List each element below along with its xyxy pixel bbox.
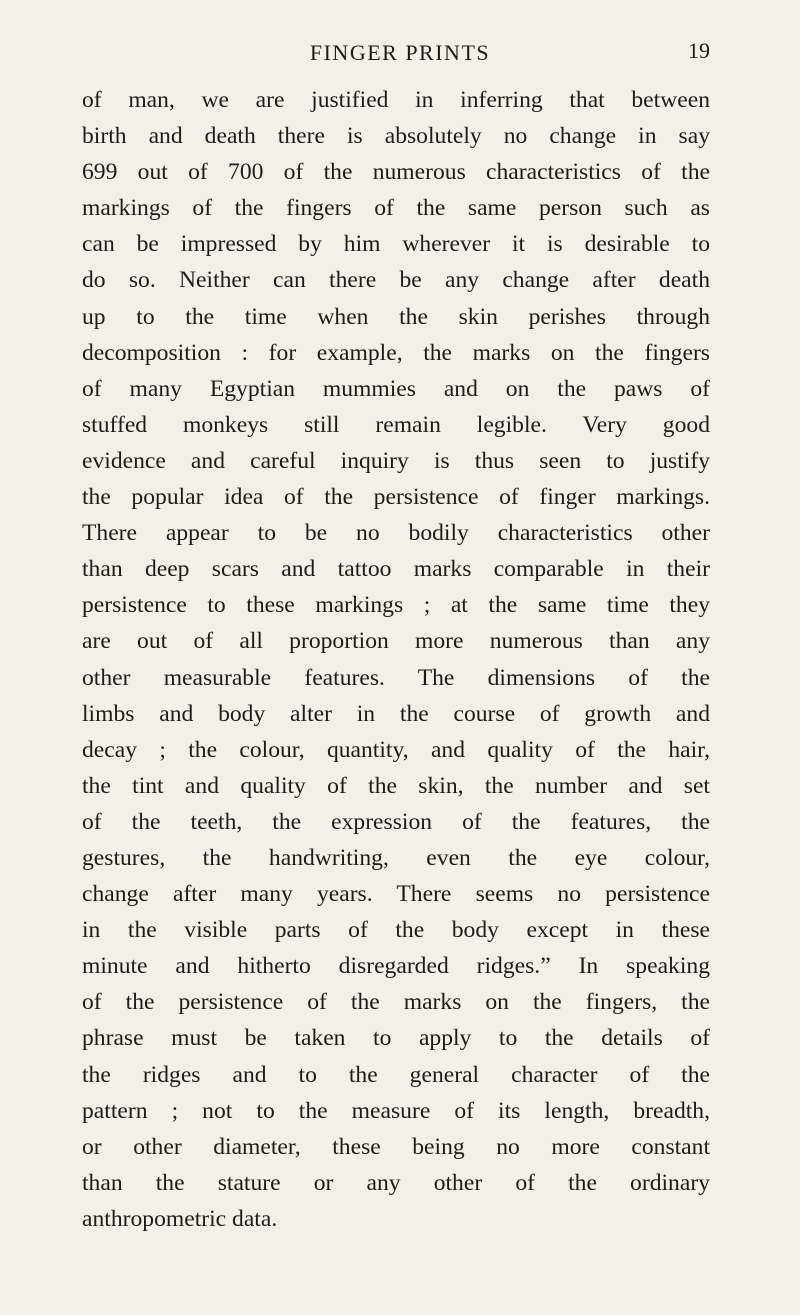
text-line: markings of the fingers of the same person such as (82, 195, 710, 222)
text-line: up to the time when the skin perishes through (82, 303, 710, 330)
text-line: change after many years. There seems no persistence (82, 881, 710, 908)
text-line: other measurable features. The dimensions of the (82, 664, 710, 691)
text-line: of the persistence of the marks on the fingers, the (82, 989, 710, 1016)
text-line: the tint and quality of the skin, the number and set (82, 772, 710, 799)
text-line: phrase must be taken to apply to the details of (82, 1025, 710, 1052)
text-line: of the teeth, the expression of the features, the (82, 808, 710, 835)
text-line: than deep scars and tattoo marks comparable in their (82, 556, 710, 583)
text-line: or other diameter, these being no more constant (82, 1133, 710, 1160)
text-line: are out of all proportion more numerous than any (82, 628, 710, 655)
text-line: of man, we are justified in inferring that between (82, 87, 710, 113)
text-line: persistence to these markings ; at the same time they (82, 592, 710, 619)
text-line: stuffed monkeys still remain legible. Very good (82, 411, 710, 438)
text-line: gestures, the handwriting, even the eye colour, (82, 844, 710, 871)
text-line: can be impressed by him wherever it is desirable to (82, 231, 710, 258)
text-line: the popular idea of the persistence of finger markings. (82, 484, 710, 511)
text-line: than the stature or any other of the ordinary (82, 1169, 710, 1196)
page-number: 19 (688, 38, 710, 63)
text-line: of many Egyptian mummies and on the paws of (82, 375, 710, 402)
text-line: decomposition : for example, the marks on the fingers (82, 339, 710, 366)
text-line: anthropometric data. (82, 1205, 278, 1232)
text-line: There appear to be no bodily characteristics other (82, 520, 710, 547)
text-line: the ridges and to the general character of the (82, 1061, 710, 1088)
running-head (0, 36, 800, 76)
text-line: evidence and careful inquiry is thus seen to justify (82, 447, 710, 474)
text-line: birth and death there is absolutely no change in say (82, 123, 710, 150)
text-line: minute and hitherto disregarded ridges.” In speaking (82, 953, 710, 980)
text-line: in the visible parts of the body except in these (82, 917, 710, 944)
text-line: 699 out of 700 of the numerous characteristics of the (82, 159, 710, 186)
text-line: pattern ; not to the measure of its length, breadth, (82, 1097, 710, 1124)
body-text (82, 82, 710, 1237)
running-title: FINGER PRINTS (309, 40, 491, 65)
text-line: decay ; the colour, quantity, and quality of the hair, (82, 736, 710, 763)
text-line: limbs and body alter in the course of growth and (82, 700, 710, 727)
text-line: do so. Neither can there be any change after death (82, 267, 710, 294)
